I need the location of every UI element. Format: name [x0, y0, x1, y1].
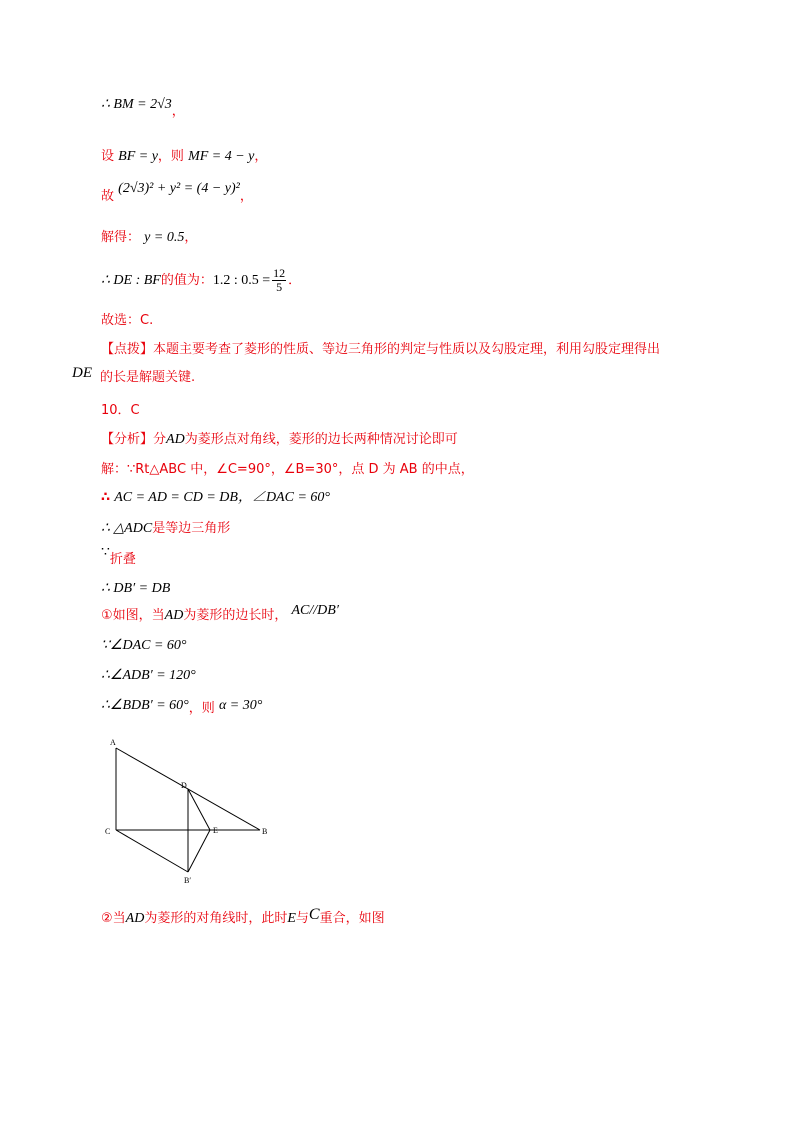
text: 的值为： [160, 273, 213, 288]
text: 是等边三角形 [152, 521, 231, 536]
eq-sides: AC = AD = CD = DB，∠DAC = 60° [114, 490, 330, 505]
text: 故 [101, 189, 115, 204]
line-case2 [101, 906, 385, 928]
line-case1 [101, 603, 339, 625]
label-b-prime: B′ [184, 876, 192, 885]
line-pythagoras [101, 180, 253, 204]
line-tip-cont [72, 365, 196, 387]
punct: ， [254, 149, 268, 164]
eq-parallel: AC//DB′ [291, 603, 339, 618]
text: 的长是解题关键. [100, 370, 196, 385]
punct: ． [288, 273, 302, 288]
text: ，则 [188, 701, 215, 716]
line-angle-dac [101, 637, 187, 655]
line-analysis [101, 431, 458, 449]
eq-c: C [308, 906, 320, 923]
eq-ratio-label: ∴ DE : BF [101, 273, 161, 288]
eq-e: E [287, 911, 296, 926]
text: 为菱形的对角线时，此时 [144, 911, 288, 926]
line-tip: 【点拨】本题主要考查了菱形的性质、等边三角形的判定与性质以及勾股定理，利用勾股定理得出 [101, 342, 661, 357]
eq-triangle: ∴ △ADC [101, 521, 153, 536]
label-a: A [110, 738, 116, 747]
eq-bf: BF = y [118, 149, 158, 164]
eq-de: DE [72, 365, 92, 381]
eq-angle-dac: ∵∠DAC = 60° [101, 638, 187, 653]
question-number: 10．C [101, 403, 140, 418]
label-e: E [213, 826, 218, 835]
line-bm [101, 96, 185, 119]
geometry-figure [96, 734, 286, 890]
text: 为菱形的边长时， [183, 608, 288, 623]
line-equal-sides [101, 489, 330, 507]
text: ②当 [101, 911, 126, 926]
text: 设 [101, 149, 115, 164]
punct: ， [184, 230, 198, 245]
eq-y: y = 0.5 [144, 230, 185, 245]
line-let-bf [101, 148, 267, 166]
segment-cb-prime [116, 830, 188, 872]
eq-ad: AD [164, 608, 184, 623]
line-answer: 故选：C. [101, 313, 154, 328]
eq-bm: ∴ BM = 2√3 [101, 97, 172, 112]
eq-db: ∴ DB′ = DB [101, 581, 171, 596]
label-b: B [262, 827, 268, 836]
eq-alpha: α = 30° [218, 698, 263, 713]
eq-ad: AD [125, 911, 145, 926]
text: 与 [295, 911, 309, 926]
punct: ， [239, 189, 253, 204]
segment-eb-prime [188, 830, 210, 872]
line-ratio [101, 266, 301, 296]
eq-ad: AD [166, 432, 185, 447]
line-db [101, 580, 170, 598]
text: 折叠 [109, 552, 136, 567]
line-equilateral [101, 520, 230, 538]
label-d: D [181, 781, 187, 790]
text: ，则 [157, 149, 184, 164]
because-symbol: ∵ [101, 545, 110, 560]
fraction-12-5 [272, 267, 286, 294]
figure-svg [96, 734, 286, 886]
line-angle-adb [101, 667, 196, 685]
text: 【分析】分 [101, 432, 167, 447]
line-solve [101, 229, 197, 247]
eq-ratio: 1.2 : 0.5 = [212, 273, 271, 288]
eq-angle-bdb: ∴∠BDB′ = 60° [101, 698, 189, 713]
eq-angle-adb: ∴∠ADB′ = 120° [101, 668, 196, 683]
eq-pythagoras: (2√3)² + y² = (4 − y)² [118, 181, 240, 196]
punct: ， [171, 104, 185, 119]
line-angle-bdb [101, 697, 262, 715]
text: ①如图，当 [101, 608, 165, 623]
eq-mf: MF = 4 − y [188, 149, 255, 164]
text: 重合，如图 [319, 911, 385, 926]
text: 为菱形点对角线，菱形的边长两种情况讨论即可 [184, 432, 458, 447]
therefore-symbol: ∴ [101, 490, 111, 505]
frac-num: 12 [273, 266, 286, 280]
label-c: C [105, 827, 111, 836]
line-fold [101, 547, 136, 565]
text: 解得： [101, 230, 141, 245]
line-solution: 解：∵Rt△ABC 中，∠C=90°，∠B=30°，点 D 为 AB 的中点， [101, 462, 474, 477]
frac-den: 5 [276, 280, 283, 294]
